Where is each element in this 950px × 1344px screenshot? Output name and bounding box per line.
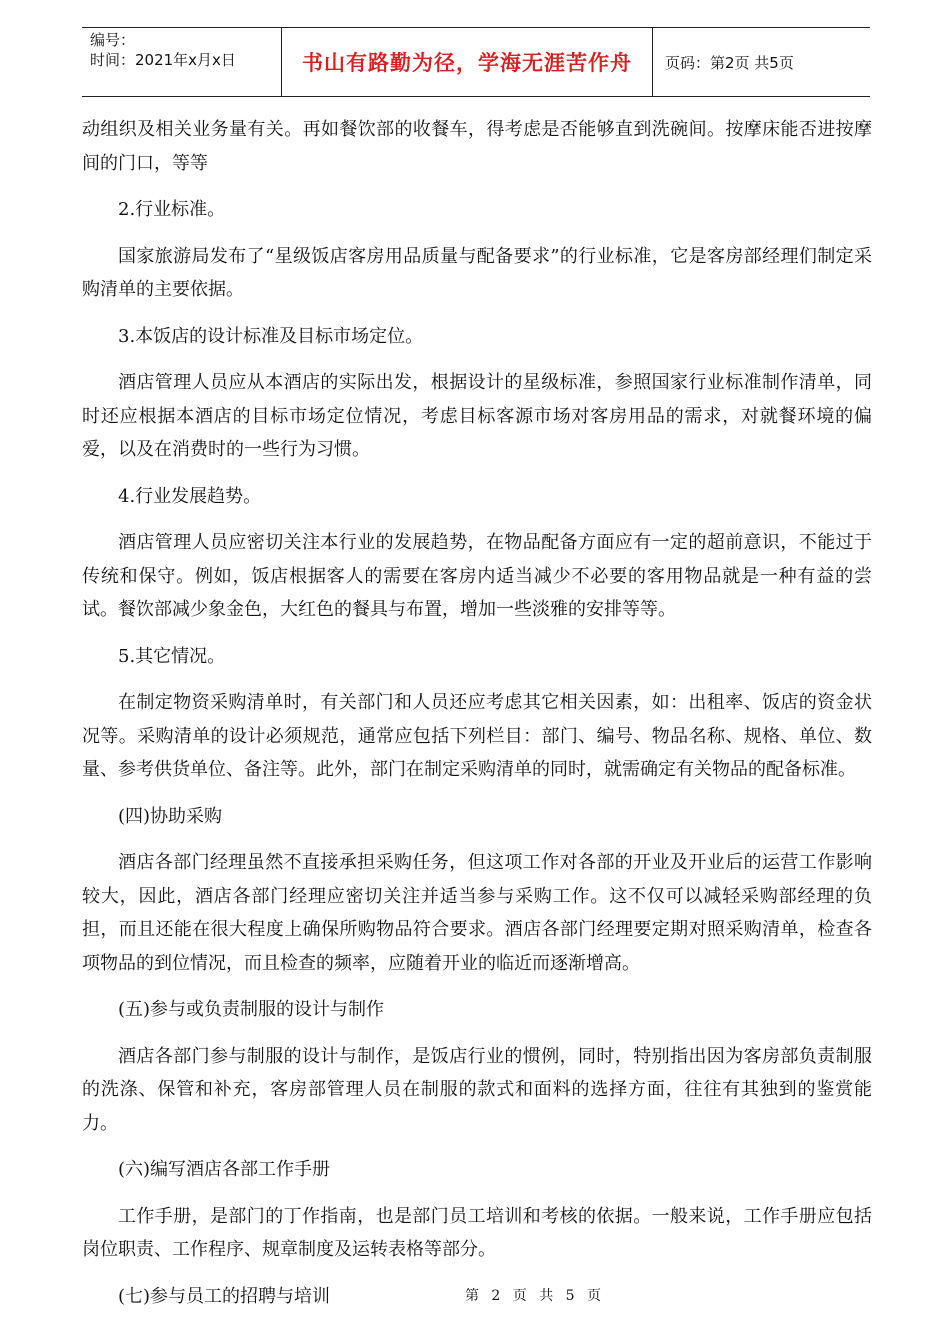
page-footer: 第 2 页 共 5 页 [464, 1288, 606, 1304]
section-heading: (五)参与或负责制服的设计与制作 [118, 999, 385, 1020]
paragraph: 酒店各部门参与制服的设计与制作，是饭店行业的惯例，同时，特别指出因为客房部负责制服的洗涤、保管和补充，客房部管理人员在制服的款式和面料的选择方面，往往有其独到的鉴赏能力。 [82, 1045, 872, 1134]
paragraph: 在制定物资采购清单时，有关部门和人员还应考虑其它相关因素，如：出租率、饭店的资金状况等。采购清单的设计必须规范，通常应包括下列栏目：部门、编号、物品名称、规格、单位、数量、参考供货单位、备注等。此外，部门在制定采购清单的同时，就需确定有关物品的配备标准。 [82, 692, 872, 780]
header-motto: 书山有路勤为径，学海无涯苦作舟 [282, 28, 653, 96]
paragraph: 4.行业发展趋势。 [118, 485, 262, 507]
header-page-number: 页码：第2页 共5页 [665, 53, 794, 72]
paragraph: 国家旅游局发布了“星级饭店客房用品质量与配备要求”的行业标准，它是客房部经理们制定采购清单的主要依据。 [82, 245, 872, 300]
paragraph: 动组织及相关业务量有关。再如餐饮部的收餐车，得考虑是否能够直到洗碗间。按摩床能否进按摩间的门口，等等 [82, 119, 872, 174]
paragraph: 酒店各部门经理虽然不直接承担采购任务，但这项工作对各部的开业及开业后的运营工作影响较大，因此，酒店各部门经理应密切关注并适当参与采购工作。这不仅可以减轻采购部经理的负担，而且还能在很大程度上确保所购物品符合要求。酒店各部门经理要定期对照采购清单，检查各项物品的到位情况，而且检查的频率，应随着开业的临近而逐渐增高。 [82, 852, 872, 974]
section-heading: (四)协助采购 [118, 805, 223, 827]
section-heading: (六)编写酒店各部工作手册 [118, 1159, 331, 1180]
page-header [82, 27, 870, 97]
paragraph: 3.本饭店的设计标准及目标市场定位。 [118, 325, 424, 347]
document-number-label: 编号： [90, 31, 136, 49]
header-meta [82, 28, 282, 96]
paragraph: 5.其它情况。 [118, 645, 226, 667]
paragraph: 酒店管理人员应密切关注本行业的发展趋势，在物品配备方面应有一定的超前意识，不能过于传统和保守。例如，饭店根据客人的需要在客房内适当减少不必要的客用物品就是一种有益的尝试。餐饮部减少象金色，大红色的餐具与布置，增加一些淡雅的安排等等。 [82, 532, 872, 620]
document-body [82, 113, 872, 1313]
paragraph: 2.行业标准。 [118, 199, 226, 220]
paragraph: 工作手册，是部门的丁作指南，也是部门员工培训和考核的依据。一般来说，工作手册应包括岗位职责、工作程序、规章制度及运转表格等部分。 [82, 1205, 872, 1260]
paragraph: 酒店管理人员应从本酒店的实际出发，根据设计的星级标准，参照国家行业标准制作清单，同时还应根据本酒店的目标市场定位情况，考虑目标客源市场对客房用品的需求，对就餐环境的偏爱，以及在消费时的一些行为习惯。 [82, 372, 872, 460]
document-time-label: 时间：2021年x月x日 [90, 51, 236, 69]
section-heading: (七)参与员工的招聘与培训 [118, 1285, 331, 1307]
